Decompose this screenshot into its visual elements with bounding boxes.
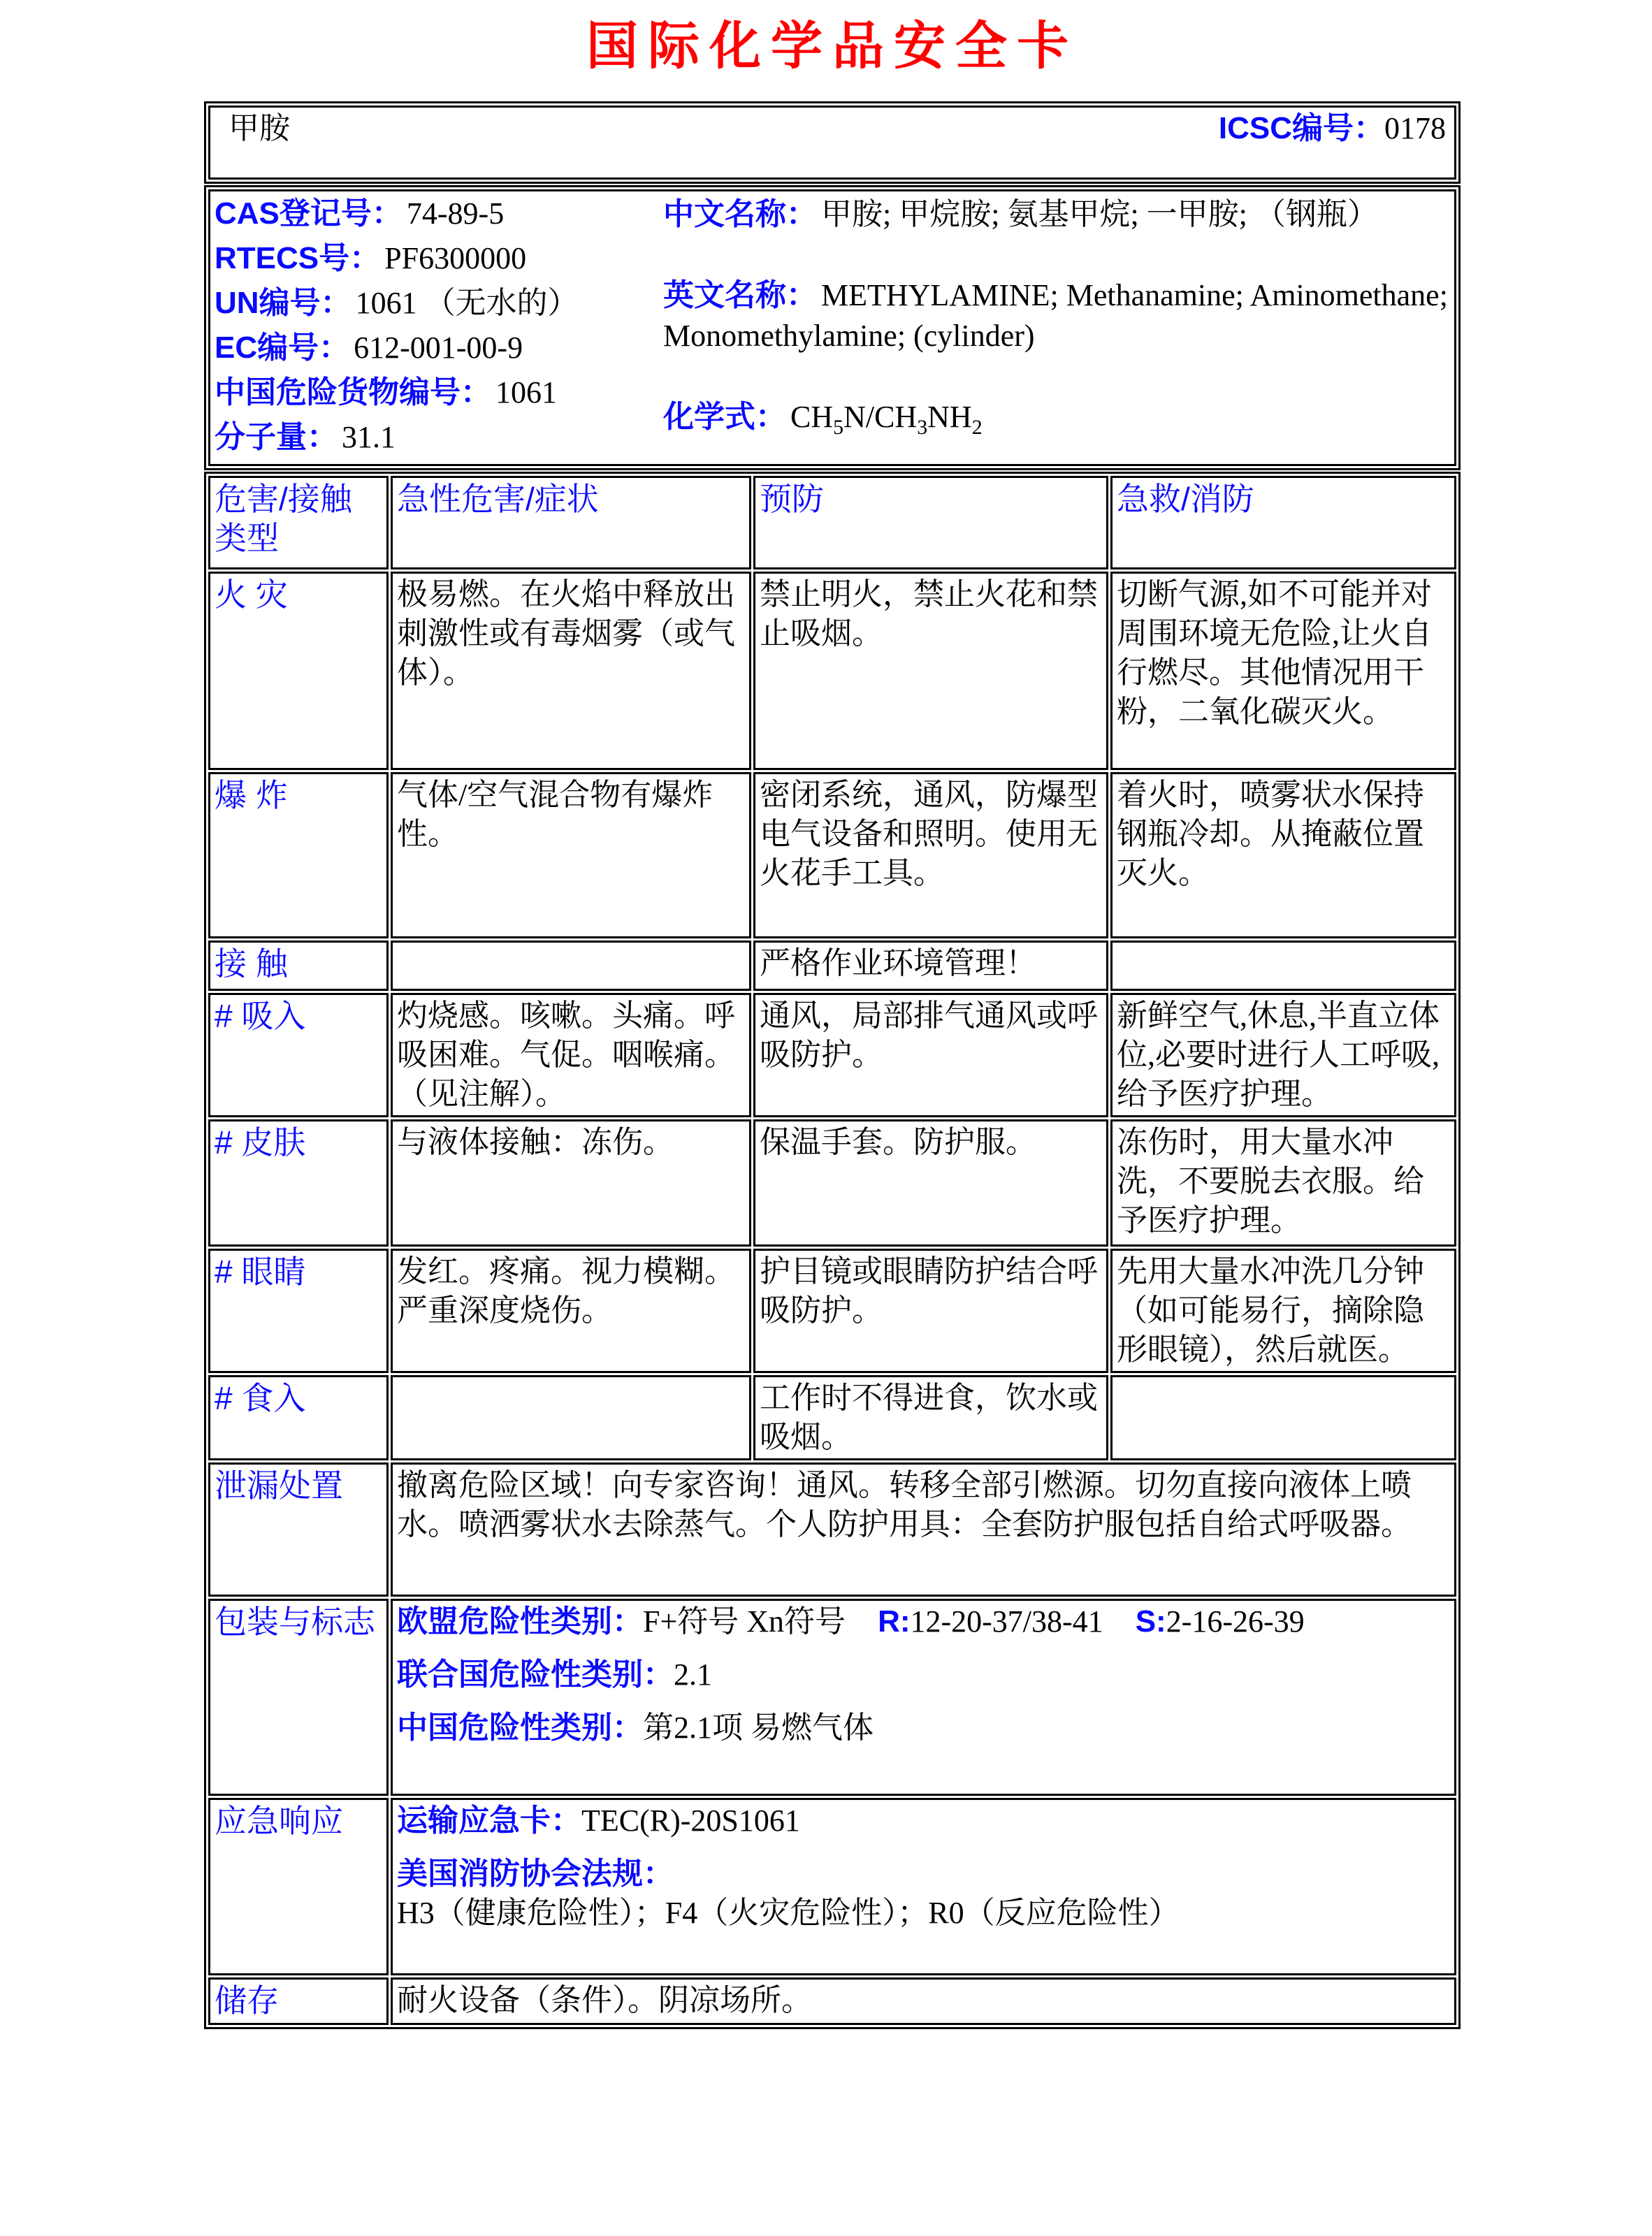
table-row-packaging-labelling: [208, 1599, 1456, 1796]
row-label-storage: 储存: [208, 1977, 389, 2025]
cas-number-line: [215, 194, 655, 233]
skin-hazard-text: 与液体接触：冻伤。: [391, 1119, 751, 1247]
row-label-packaging-labelling: 包装与标志: [208, 1599, 389, 1796]
china-dg-value: 1061: [495, 375, 557, 410]
col-header-hazard: 急性危害/症状: [391, 476, 751, 569]
un-label: UN编号：: [215, 286, 352, 321]
english-name-line: [663, 275, 1450, 356]
emergency-response-cell: [391, 1798, 1456, 1975]
table-row-fire: [208, 572, 1456, 770]
ec-label: EC编号：: [215, 331, 350, 365]
row-label-emergency-response: 应急响应: [208, 1798, 389, 1975]
ingestion-response-text: [1110, 1375, 1456, 1460]
china-dg-label: 中国危险货物编号：: [215, 375, 491, 410]
col-header-response: 急救/消防: [1110, 476, 1456, 569]
ingestion-hazard-text: [391, 1375, 751, 1460]
explosion-prevention-text: 密闭系统，通风，防爆型电气设备和照明。使用无火花手工具。: [753, 772, 1108, 938]
eyes-hazard-text: 发红。疼痛。视力模糊。严重深度烧伤。: [391, 1249, 751, 1373]
table-row-inhalation: [208, 993, 1456, 1117]
explosion-response-text: 着火时，喷雾状水保持钢瓶冷却。从掩蔽位置灭火。: [1110, 772, 1456, 938]
table-row-ingestion: [208, 1375, 1456, 1460]
row-label-skin: # 皮肤: [208, 1119, 389, 1247]
eu-hazard-class-line: [397, 1602, 1450, 1641]
r-phrases-value: 12-20-37/38-41: [910, 1604, 1103, 1639]
col-header-type: 危害/接触 类型: [208, 476, 389, 569]
row-label-eyes: # 眼睛: [208, 1249, 389, 1373]
molecular-weight-line: [215, 418, 655, 457]
china-hazard-class-line: [397, 1708, 1450, 1748]
table-row-storage: [208, 1977, 1456, 2025]
un-hazard-class-label: 联合国危险性类别：: [397, 1657, 674, 1692]
storage-text: 耐火设备（条件）。阴凉场所。: [391, 1977, 1456, 2025]
eu-hazard-class-value: F+符号 Xn符号: [643, 1604, 846, 1639]
fire-response-text: 切断气源,如不可能并对周围环境无危险,让火自行燃尽。其他情况用干粉，二氧化碳灭火。: [1110, 572, 1456, 770]
packaging-labelling-cell: [391, 1599, 1456, 1796]
chinese-name-label: 中文名称：: [663, 197, 817, 232]
substance-name: 甲胺: [229, 111, 290, 146]
eyes-prevention-text: 护目镜或眼睛防护结合呼吸防护。: [753, 1249, 1108, 1373]
chemical-names: [655, 193, 1450, 463]
card-title: 国际化学品安全卡: [586, 16, 1078, 76]
molecular-weight-value: 31.1: [342, 420, 396, 455]
icsc-number-label: ICSC编号：: [1218, 111, 1384, 146]
molecular-weight-label: 分子量：: [215, 420, 338, 455]
nfpa-code-label: 美国消防协会法规：: [397, 1857, 674, 1892]
icsc-card: [204, 18, 1461, 2029]
un-hazard-class-value: 2.1: [674, 1657, 712, 1692]
china-hazard-class-value: 第2.1项 易燃气体: [643, 1711, 874, 1745]
row-label-ingestion: # 食入: [208, 1375, 389, 1460]
table-row-eyes: [208, 1249, 1456, 1373]
chemical-formula-value: $CH_5N/CH_3NH_2$: [790, 400, 983, 440]
icsc-number-value: 0178: [1384, 111, 1446, 146]
fire-hazard-text: 极易燃。在火焰中释放出刺激性或有毒烟雾（或气体）。: [391, 572, 751, 770]
col-header-prevention: 预防: [753, 476, 1108, 569]
nfpa-code-value: H3（健康危险性）；F4（火灾危险性）；R0（反应危险性）: [397, 1896, 1180, 1931]
registry-numbers: [215, 193, 655, 463]
chemical-formula-line: [663, 397, 1450, 448]
contact-hazard-text: [391, 941, 751, 991]
table-row-emergency-response: [208, 1798, 1456, 1975]
transport-emergency-card-label: 运输应急卡：: [397, 1803, 581, 1838]
ec-value: 612-001-00-9: [354, 331, 523, 365]
cas-value: 74-89-5: [406, 196, 505, 231]
un-hazard-class-line: [397, 1655, 1450, 1694]
skin-prevention-text: 保温手套。防护服。: [753, 1119, 1108, 1247]
icsc-number-group: [1219, 109, 1450, 148]
inhalation-hazard-text: 灼烧感。咳嗽。头痛。呼吸困难。气促。咽喉痛。（见注解）。: [391, 993, 751, 1117]
ingestion-prevention-text: 工作时不得进食，饮水或吸烟。: [753, 1375, 1108, 1460]
transport-emergency-card-line: [397, 1801, 1450, 1841]
hazard-table: [204, 472, 1461, 2029]
row-label-spill-disposal: 泄漏处置: [208, 1462, 389, 1597]
row-label-contact: 接 触: [208, 941, 389, 991]
english-name-label: 英文名称：: [663, 278, 817, 313]
table-row-contact: [208, 941, 1456, 991]
identity-table: [204, 185, 1461, 470]
china-hazard-class-label: 中国危险性类别：: [397, 1711, 643, 1745]
chinese-name-value: 甲胺; 甲烷胺; 氨基甲烷; 一甲胺; （钢瓶）: [821, 197, 1378, 232]
un-number-line: [215, 284, 655, 323]
rtecs-number-line: [215, 239, 655, 278]
titlebar: [215, 109, 1450, 148]
eyes-response-text: 先用大量水冲洗几分钟（如可能易行，摘除隐形眼镜），然后就医。: [1110, 1249, 1456, 1373]
table-row-skin: [208, 1119, 1456, 1247]
rtecs-value: PF6300000: [384, 241, 527, 276]
identity-section: [215, 193, 1450, 463]
cas-label: CAS登记号：: [215, 196, 403, 231]
contact-response-text: [1110, 941, 1456, 991]
eu-hazard-class-label: 欧盟危险性类别：: [397, 1604, 643, 1639]
table-row-spill-disposal: [208, 1462, 1456, 1597]
spill-disposal-text: 撤离危险区域！向专家咨询！通风。转移全部引燃源。切勿直接向液体上喷水。喷洒雾状水去除蒸气。个人防护用具：全套防护服包括自给式呼吸器。: [391, 1462, 1456, 1597]
rtecs-label: RTECS号：: [215, 241, 381, 276]
inhalation-response-text: 新鲜空气,休息,半直立体位,必要时进行人工呼吸,给予医疗护理。: [1110, 993, 1456, 1117]
un-value: 1061 （无水的）: [355, 286, 579, 321]
explosion-hazard-text: 气体/空气混合物有爆炸性。: [391, 772, 751, 938]
inhalation-prevention-text: 通风，局部排气通风或呼吸防护。: [753, 993, 1108, 1117]
nfpa-code-line: [397, 1854, 1450, 1933]
row-label-fire: 火 灾: [208, 572, 389, 770]
s-phrases-value: 2-16-26-39: [1166, 1604, 1305, 1639]
hazard-table-header-row: [208, 476, 1456, 569]
skin-response-text: 冻伤时，用大量水冲洗，不要脱去衣服。给予医疗护理。: [1110, 1119, 1456, 1247]
china-dg-number-line: [215, 373, 655, 412]
row-label-explosion: 爆 炸: [208, 772, 389, 938]
ec-number-line: [215, 328, 655, 368]
s-phrases-label: S:: [1135, 1604, 1166, 1639]
chinese-name-line: [663, 194, 1450, 235]
titlebar-table: [204, 101, 1461, 184]
english-name-value: METHYLAMINE; Methanamine; Aminomethane; Monomethylamine; (cylinder): [663, 278, 1448, 354]
contact-prevention-text: 严格作业环境管理！: [753, 941, 1108, 991]
r-phrases-label: R:: [878, 1604, 911, 1639]
table-row-explosion: [208, 772, 1456, 938]
fire-prevention-text: 禁止明火，禁止火花和禁止吸烟。: [753, 572, 1108, 770]
chemical-formula-label: 化学式：: [663, 400, 786, 435]
row-label-inhalation: # 吸入: [208, 993, 389, 1117]
transport-emergency-card-value: TEC(R)-20S1061: [581, 1803, 800, 1838]
